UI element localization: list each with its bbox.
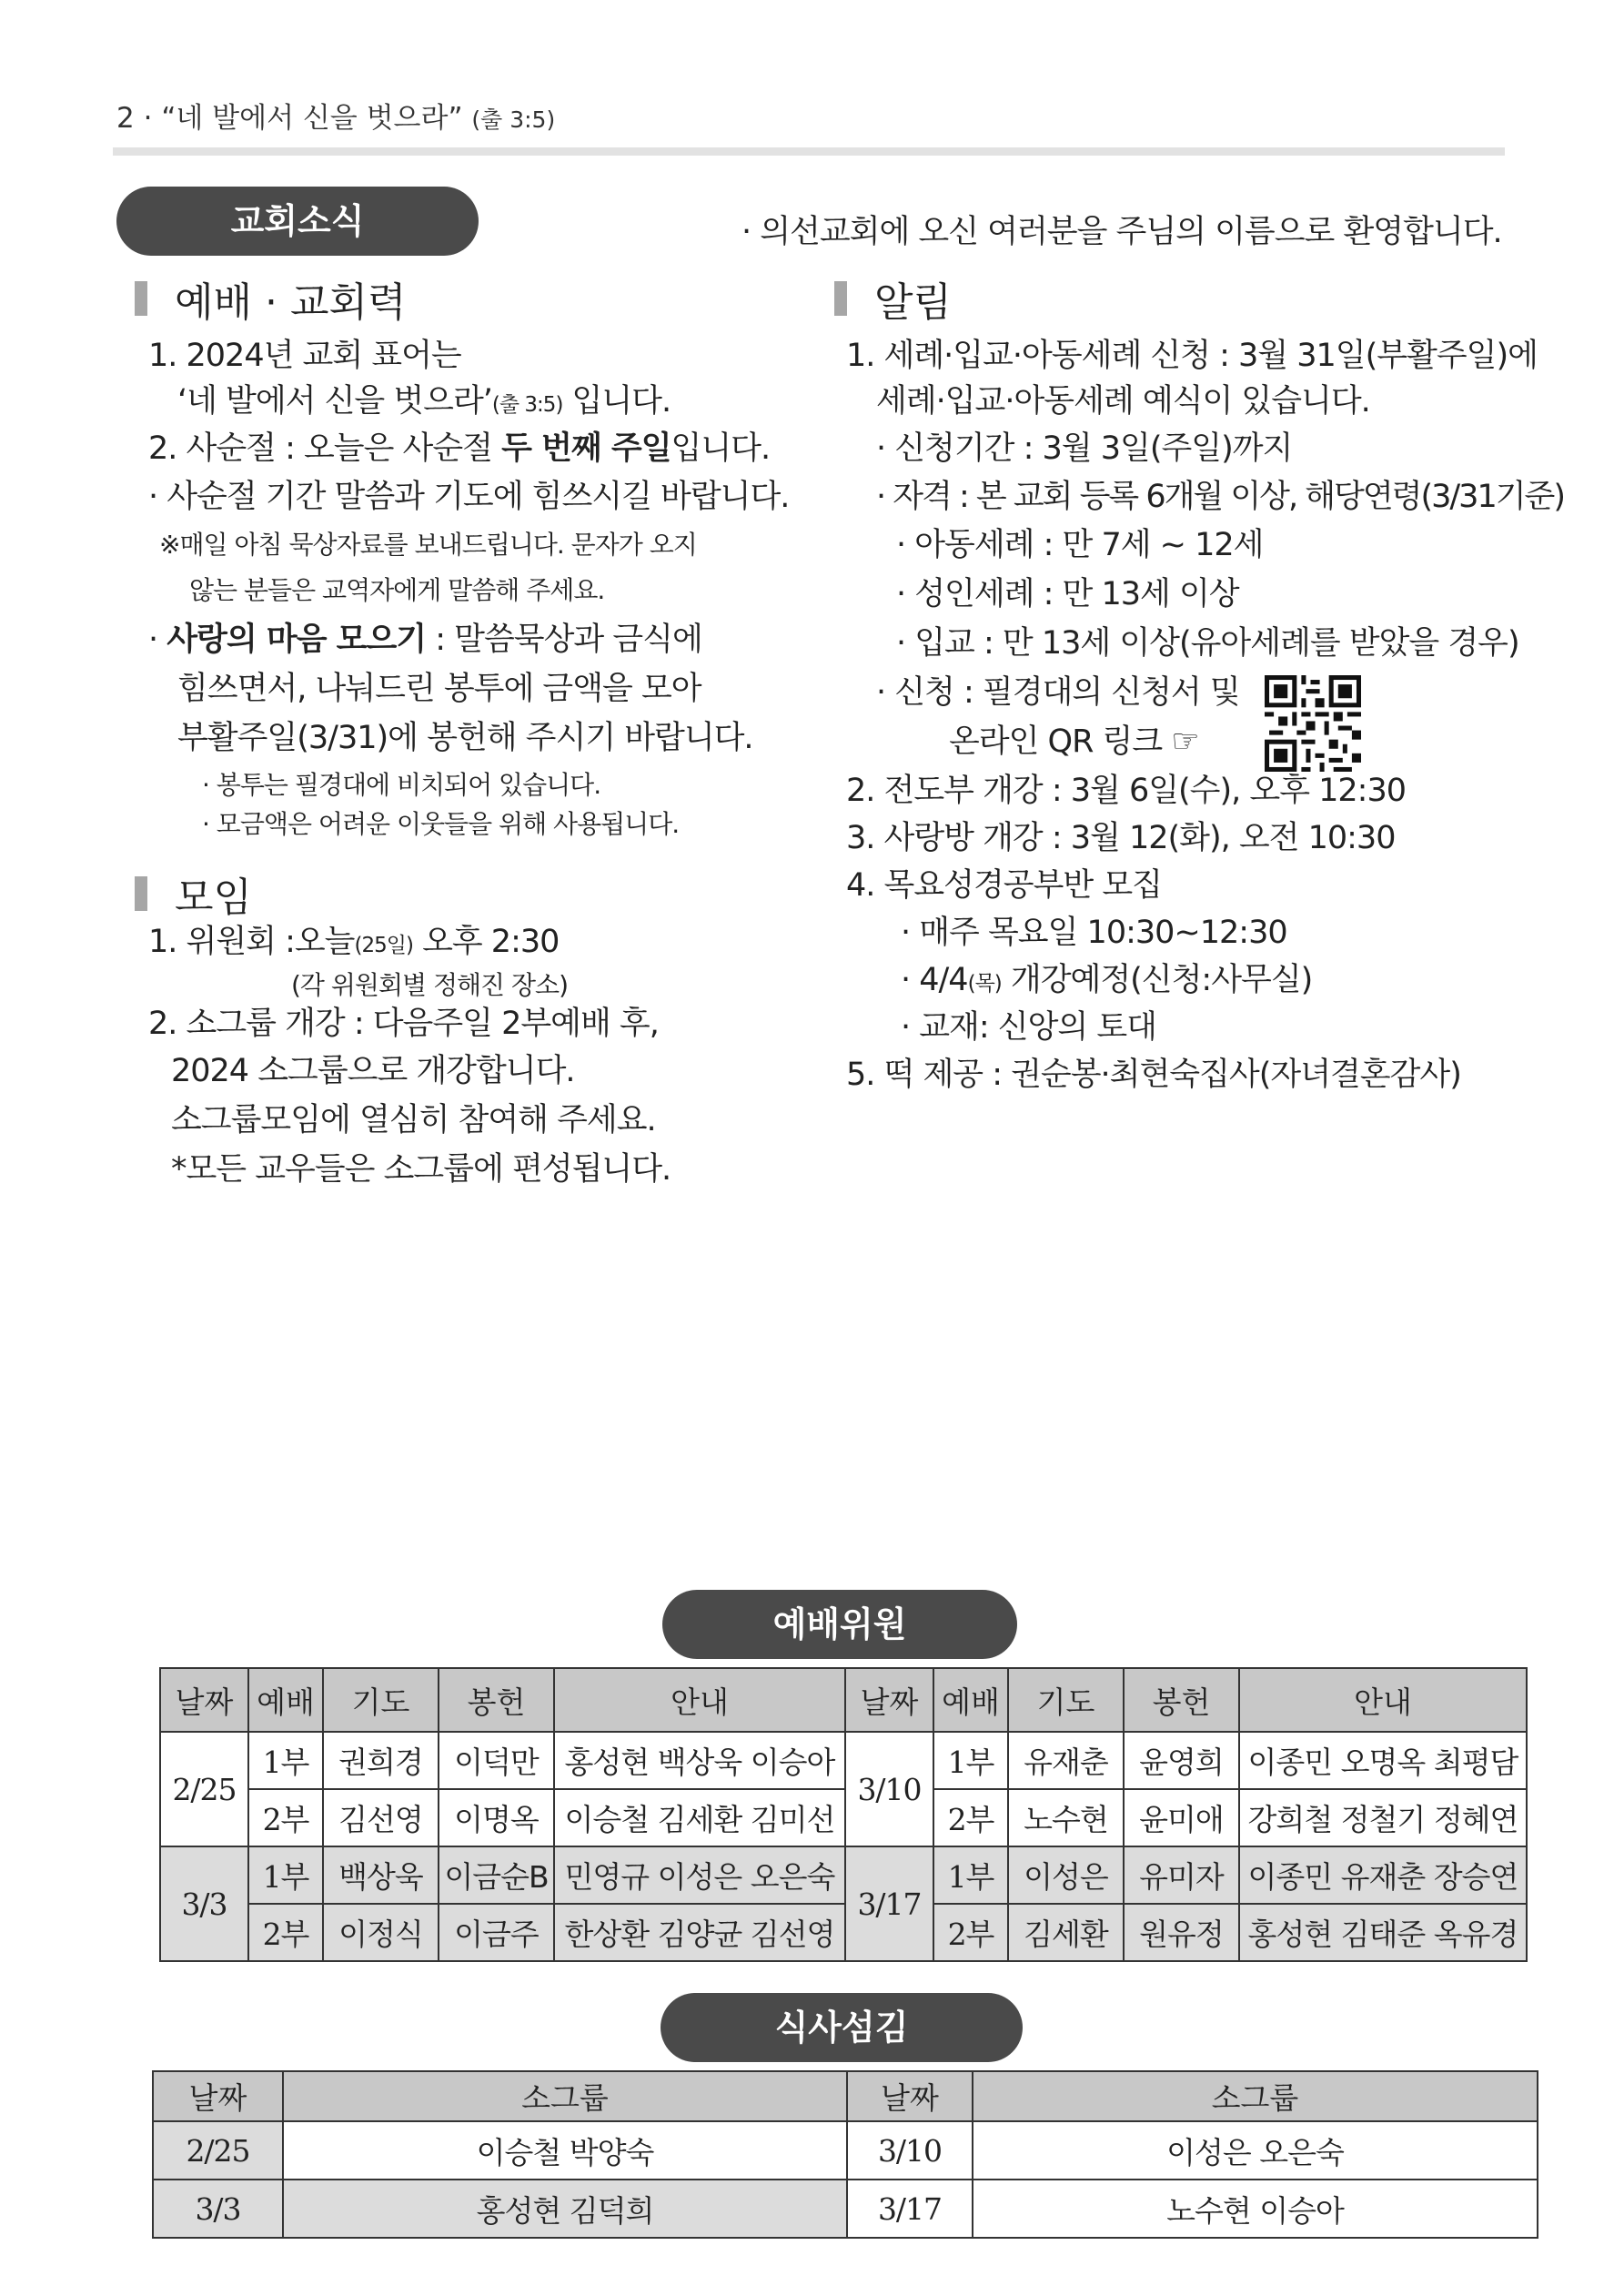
verse-quote: “네 발에서 신을 벗으라” xyxy=(161,102,463,135)
worship-line: 힘쓰면서, 나눠드린 봉투에 금액을 모아 xyxy=(177,671,701,707)
welcome-message: · 의선교회에 오신 여러분을 주님의 이름으로 환영합니다. xyxy=(741,214,1502,250)
table-row: 3/3 홍성현 김덕희 3/17 노수현 이승아 xyxy=(153,2180,1538,2238)
worship-line: 2. 사순절 : 오늘은 사순절 두 번째 주일입니다. xyxy=(148,430,771,467)
notice-line: 세례·입교·아동세례 예식이 있습니다. xyxy=(876,383,1370,420)
worship-staff-table xyxy=(159,1667,1528,1962)
worship-line: · 모금액은 어려운 이웃들을 위해 사용됩니다. xyxy=(202,809,680,839)
section-bar xyxy=(135,281,147,316)
worship-line: · 사순절 기간 말씀과 기도에 힘쓰시길 바랍니다. xyxy=(148,479,790,515)
meeting-line: 2. 소그룹 개강 : 다음주일 2부예배 후, xyxy=(148,1006,659,1042)
news-title-pill: 교회소식 xyxy=(116,187,479,256)
meeting-line: *모든 교우들은 소그룹에 편성됩니다. xyxy=(171,1151,671,1188)
notice-line: 1. 세례·입교·아동세례 신청 : 3월 31일(부활주일)에 xyxy=(846,338,1538,374)
worship-line: ※매일 아침 묵상자료를 보내드립니다. 문자가 오지 xyxy=(159,530,697,560)
worship-line: · 사랑의 마음 모으기 : 말씀묵상과 금식에 xyxy=(148,622,702,658)
table-row: 2부 김선영 이명옥 이승철 김세환 김미선 2부 노수현 윤미애 강희철 정철기 정혜연 xyxy=(160,1789,1527,1846)
section-meeting-heading: 모임 xyxy=(135,865,252,923)
notice-line: · 신청 : 필경대의 신청서 및 xyxy=(876,674,1240,711)
worship-line: 않는 분들은 교역자에게 말씀해 주세요. xyxy=(189,575,605,605)
meeting-line: 1. 위원회 :오늘(25일) 오후 2:30 xyxy=(148,924,560,960)
worship-line: 1. 2024년 교회 표어는 xyxy=(148,338,461,374)
notice-line: · 4/4(목) 개강예정(신청:사무실) xyxy=(901,962,1313,998)
table-row: 3/3 1부 백상욱 이금순B 민영규 이성은 오은숙 3/17 1부 이성은 유미자 이종민 유재춘 장승연 xyxy=(160,1846,1527,1904)
header-rule xyxy=(113,147,1505,156)
qr-code-icon[interactable] xyxy=(1265,675,1361,772)
table-header-row: 날짜 소그룹 날짜 소그룹 xyxy=(153,2071,1538,2121)
page-header: 2 · “네 발에서 신을 벗으라” (출 3:5) xyxy=(116,102,556,135)
section-notice-heading: 알림 xyxy=(834,269,952,328)
notice-line: 4. 목요성경공부반 모집 xyxy=(846,867,1162,904)
notice-line: · 성인세례 : 만 13세 이상 xyxy=(896,576,1239,612)
notice-line: 2. 전도부 개강 : 3월 6일(수), 오후 12:30 xyxy=(846,773,1407,809)
meeting-line: 소그룹모임에 열심히 참여해 주세요. xyxy=(171,1102,656,1138)
notice-line: · 아동세례 : 만 7세 ~ 12세 xyxy=(896,527,1264,563)
table-row: 2/25 1부 권희경 이덕만 홍성현 백상욱 이승아 3/10 1부 유재춘 윤영희 이종민 오명옥 최평담 xyxy=(160,1732,1527,1789)
notice-line: · 자격 : 본 교회 등록 6개월 이상, 해당연령(3/31기준) xyxy=(876,479,1564,515)
worship-line: ‘네 발에서 신을 벗으라’(출 3:5) 입니다. xyxy=(177,383,671,420)
meal-table xyxy=(152,2070,1538,2239)
meeting-line: 2024 소그룹으로 개강합니다. xyxy=(171,1053,575,1089)
verse-ref: (출 3:5) xyxy=(471,106,556,133)
table-row: 2부 이정식 이금주 한상환 김양균 김선영 2부 김세환 원유정 홍성현 김태준 옥유경 xyxy=(160,1904,1527,1961)
page-number: 2 xyxy=(116,102,135,135)
table-header-row: 날짜 예배 기도 봉헌 안내 날짜 예배 기도 봉헌 안내 xyxy=(160,1668,1527,1732)
notice-line: · 입교 : 만 13세 이상(유아세례를 받았을 경우) xyxy=(896,625,1519,662)
meeting-line: (각 위원회별 정해진 장소) xyxy=(291,970,569,1000)
worship-line: · 봉투는 필경대에 비치되어 있습니다. xyxy=(202,770,601,800)
notice-line: · 교재: 신앙의 토대 xyxy=(901,1009,1156,1046)
notice-line: · 신청기간 : 3월 3일(주일)까지 xyxy=(876,430,1293,467)
section-worship-heading: 예배 · 교회력 xyxy=(135,269,406,328)
meal-title-pill: 식사섬김 xyxy=(661,1993,1023,2062)
section-bar xyxy=(135,876,147,911)
worship-line: 부활주일(3/31)에 봉헌해 주시기 바랍니다. xyxy=(177,720,753,756)
table-row: 2/25 이승철 박양숙 3/10 이성은 오은숙 xyxy=(153,2121,1538,2180)
notice-line: 온라인 QR 링크 ☞ xyxy=(949,723,1199,760)
worship-staff-title-pill: 예배위원 xyxy=(662,1590,1017,1659)
notice-line: 5. 떡 제공 : 권순봉·최현숙집사(자녀결혼감사) xyxy=(846,1057,1461,1093)
section-bar xyxy=(834,281,847,316)
notice-line: 3. 사랑방 개강 : 3월 12(화), 오전 10:30 xyxy=(846,820,1396,856)
notice-line: · 매주 목요일 10:30~12:30 xyxy=(901,915,1287,951)
